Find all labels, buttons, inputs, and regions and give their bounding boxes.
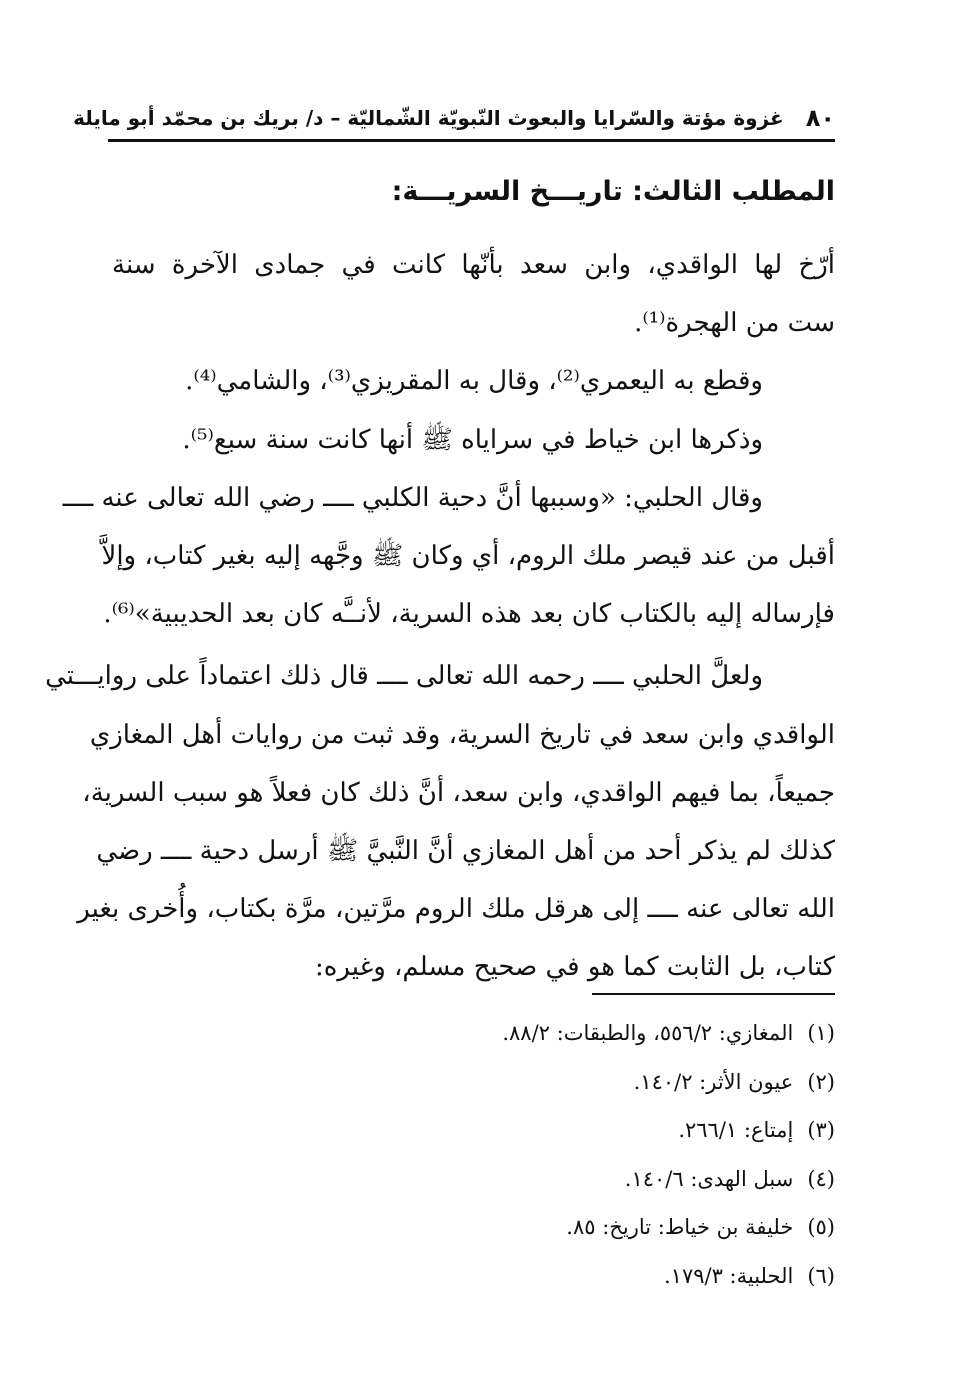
- body-line: ست من الهجرة⁽¹⁾.: [634, 308, 835, 339]
- page-number: ٨٠: [805, 104, 835, 132]
- body-line: جميعاً، بما فيهم الواقدي، وابن سعد، أنَّ ذلك كان فعلاً هو سبب السرية،: [82, 777, 835, 808]
- body-line: ولعلَّ الحلبي ــــ رحمه الله تعالى ــــ قال ذلك اعتماداً على روايـــتي: [45, 661, 763, 692]
- footnote-text: المغازي: ٥٥٦/٢، والطبقات: ٨٨/٢.: [502, 1021, 794, 1045]
- footnote-item: [112, 1155, 835, 1204]
- footnote-text: سبل الهدى: ١٤٠/٦.: [624, 1166, 794, 1191]
- footnote-item: [112, 1009, 835, 1058]
- footnote-number: (٣): [807, 1118, 835, 1142]
- footnote-number: (٦): [807, 1263, 835, 1288]
- body-line: فإرساله إليه بالكتاب كان بعد هذه السرية، لأنــَّه كان بعد الحديبية»⁽⁶⁾.: [103, 599, 835, 630]
- footnote-number: (١): [807, 1021, 835, 1045]
- footnote-item: [112, 1203, 835, 1252]
- footnote-number: (٥): [807, 1215, 835, 1239]
- footnote-item: [112, 1106, 835, 1155]
- header-rule: [108, 139, 835, 142]
- footnote-text: عيون الأثر: ١٤٠/٢.: [633, 1069, 794, 1094]
- footnote-separator: [592, 993, 835, 995]
- footnote-text: إمتاع: ٢٦٦/١.: [678, 1118, 794, 1142]
- footnote-text: خليفة بن خياط: تاريخ: ٨٥.: [566, 1215, 794, 1239]
- body-line: كذلك لم يذكر أحد من أهل المغازي أنَّ النَّبيَّ ﷺ أرسل دحية ــــ رضي: [96, 835, 835, 866]
- body-line: كتاب، بل الثابت كما هو في صحيح مسلم، وغيره:: [315, 952, 835, 983]
- running-header: [73, 98, 835, 138]
- footnote-item: [112, 1252, 835, 1301]
- footnote-item: [112, 1058, 835, 1107]
- footnote-number: (٢): [807, 1069, 835, 1094]
- running-title: غزوة مؤتة والسّرايا والبعوث النّبويّة الشّماليّة – د/ بريك بن محمّد أبو مايلة: [73, 106, 784, 130]
- body-line: وقال الحلبي: «وسببها أنَّ دحية الكلبي ــــ رضي الله تعالى عنه ــــ: [62, 482, 763, 513]
- body-line: أرّخ لها الواقدي، وابن سعد بأنّها كانت في جمادى الآخرة سنة: [112, 250, 835, 280]
- body-line: الله تعالى عنه ــــ إلى هرقل ملك الروم مرَّتين، مرَّة بكتاب، وأُخرى بغير: [77, 894, 835, 925]
- section-heading: المطلب الثالث: تاريـــخ السريـــة:: [391, 176, 835, 207]
- body-text: [45, 236, 835, 996]
- body-line: أقبل من عند قيصر ملك الروم، أي وكان ﷺ وجَّهه إليه بغير كتاب، وإلاَّ: [101, 540, 835, 571]
- body-line: وذكرها ابن خياط في سراياه ﷺ أنها كانت سنة سبع⁽⁵⁾.: [182, 424, 763, 455]
- footnote-number: (٤): [807, 1166, 835, 1191]
- footnote-text: الحلبية: ١٧٩/٣.: [663, 1263, 794, 1288]
- body-line: الواقدي وابن سعد في تاريخ السرية، وقد ثبت من روايات أهل المغازي: [89, 719, 835, 750]
- body-line: وقطع به اليعمري⁽²⁾، وقال به المقريزي⁽³⁾، والشامي⁽⁴⁾.: [185, 366, 763, 397]
- footnotes: [112, 1009, 835, 1300]
